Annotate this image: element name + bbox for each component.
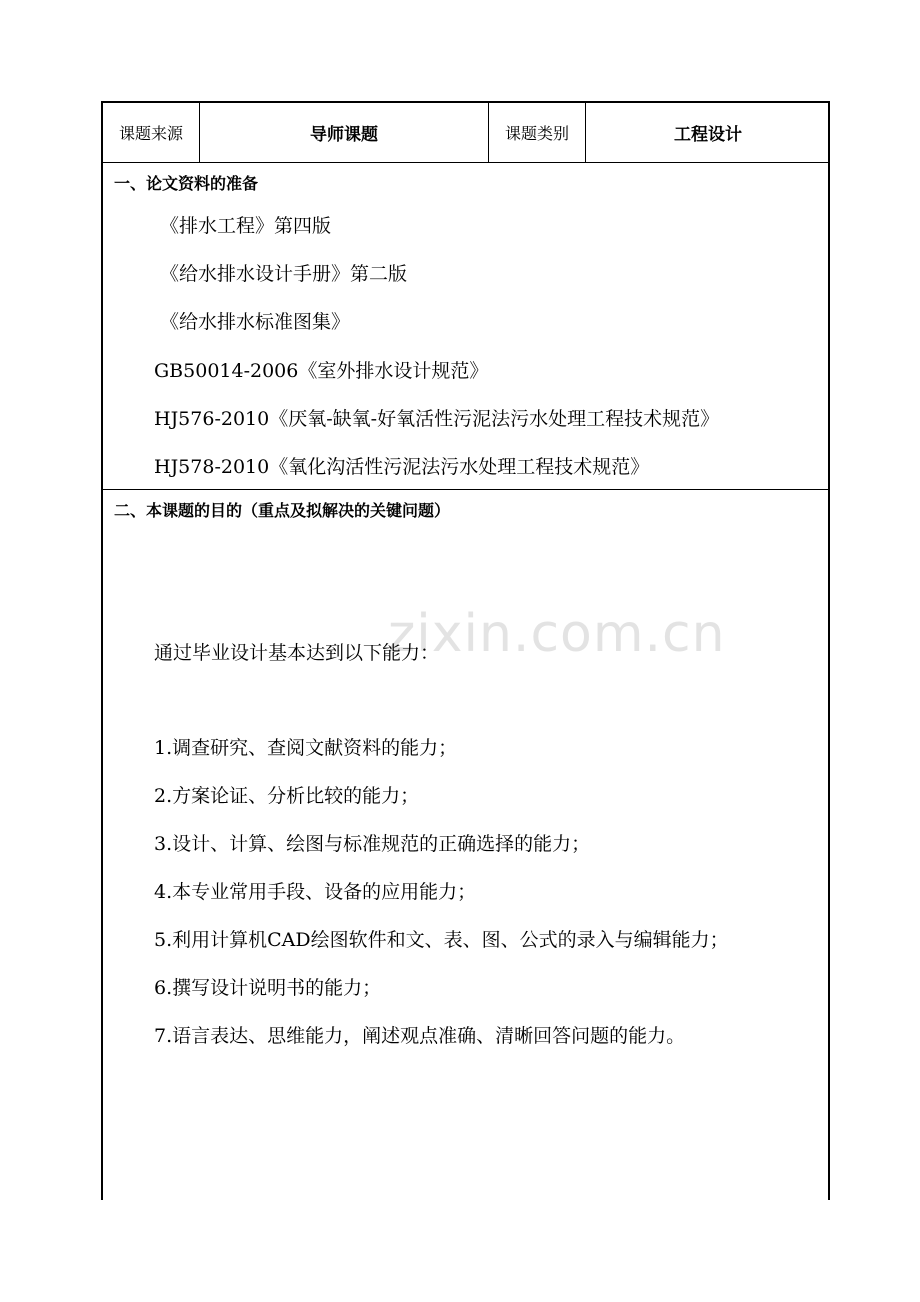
objective-item: 4.本专业常用手段、设备的应用能力；	[154, 881, 477, 903]
reference-item: 《给水排水标准图集》	[160, 311, 351, 333]
objective-item: 5.利用计算机CAD绘图软件和文、表、图、公式的录入与编辑能力；	[154, 929, 729, 951]
source-label: 课题来源	[103, 103, 200, 162]
objective-item: 2.方案论证、分析比较的能力；	[154, 785, 420, 807]
reference-item: HJ578-2010《氧化沟活性污泥法污水处理工程技术规范》	[154, 456, 650, 478]
objectives-intro: 通过毕业设计基本达到以下能力：	[154, 642, 440, 664]
category-value: 工程设计	[674, 125, 742, 145]
reference-item: 《给水排水设计手册》第二版	[160, 263, 408, 285]
section-objectives	[103, 490, 828, 1202]
header-row	[103, 103, 828, 163]
objective-item: 3.设计、计算、绘图与标准规范的正确选择的能力；	[154, 833, 591, 855]
thesis-form-table	[101, 101, 830, 1200]
section-materials	[103, 163, 828, 490]
objective-item: 1.调查研究、查阅文献资料的能力；	[154, 737, 458, 759]
category-label: 课题类别	[489, 103, 586, 162]
section-objectives-title: 二、本课题的目的（重点及拟解决的关键问题）	[114, 501, 451, 520]
objective-item: 6.撰写设计说明书的能力；	[154, 977, 382, 999]
source-value: 导师课题	[200, 103, 489, 162]
reference-item: HJ576-2010《厌氧-缺氧-好氧活性污泥法污水处理工程技术规范》	[154, 408, 720, 430]
watermark: zixin.com.cn	[388, 604, 726, 664]
section-materials-title: 一、论文资料的准备	[114, 174, 259, 193]
objective-item: 7.语言表达、思维能力，阐述观点准确、清晰回答问题的能力。	[154, 1025, 686, 1047]
reference-item: 《排水工程》第四版	[160, 215, 332, 237]
reference-item: GB50014-2006《室外排水设计规范》	[154, 360, 489, 382]
